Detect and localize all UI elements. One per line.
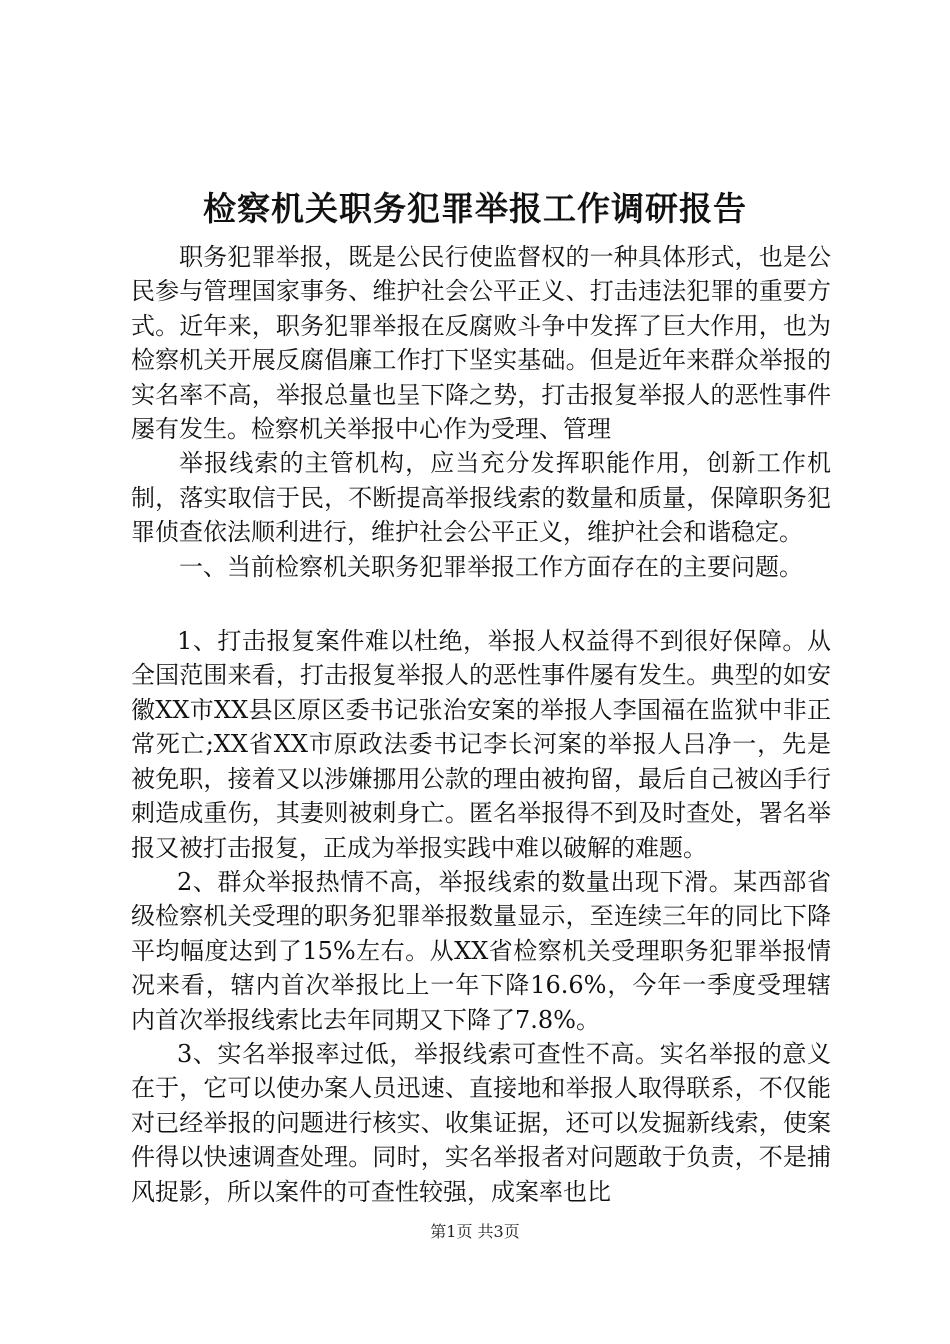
section-heading-1: 一、当前检察机关职务犯罪举报工作方面存在的主要问题。 — [179, 552, 803, 581]
paragraph-item-1: 1、打击报复案件难以杜绝，举报人权益得不到很好保障。从全国范围来看，打击报复举报人的恶性事件屡有发生。典型的如安徽XX市XX县区原区委书记张治安案的举报人李国福在监狱中非正常死亡;XX省XX市原政法委书记李长河案的举报人吕净一，先是被免职，接着又以涉嫌挪用公款的理由被拘留，最后自己被凶手行刺造成重伤，其妻则被刺身亡。匿名举报得不到及时查处，署名举报又被打击报复，正成为举报实践中难以破解的难题。 — [131, 627, 831, 862]
paragraph-intro: 职务犯罪举报，既是公民行使监督权的一种具体形式，也是公民参与管理国家事务、维护社会公平正义、打击违法犯罪的重要方式。近年来，职务犯罪举报在反腐败斗争中发挥了巨大作用，也为检察机关开展反腐倡廉工作打下坚实基础。但是近年来群众举报的实名率不高，举报总量也呈下降之势，打击报复举报人的恶性事件屡有发生。检察机关举报中心作为受理、管理 — [131, 243, 831, 444]
paragraph-intro-continued: 举报线索的主管机构，应当充分发挥职能作用，创新工作机制，落实取信于民，不断提高举报线索的数量和质量，保障职务犯罪侦查依法顺利进行，维护社会公平正义，维护社会和谐稳定。 — [131, 449, 831, 547]
paragraph-spacer — [131, 584, 831, 624]
document-title: 检察机关职务犯罪举报工作调研报告 — [203, 189, 747, 228]
paragraph-item-3: 3、实名举报率过低，举报线索可查性不高。实名举报的意义在于，它可以使办案人员迅速、直接地和举报人取得联系，不仅能对已经举报的问题进行核实、收集证据，还可以发掘新线索，使案件得以快速调查处理。同时，实名举报者对问题敢于负责，不是捕风捉影，所以案件的可查性较强，成案率也比 — [131, 1039, 831, 1206]
document-body — [131, 240, 831, 1209]
paragraph-item-2: 2、群众举报热情不高，举报线索的数量出现下滑。某西部省级检察机关受理的职务犯罪举报数量显示，至连续三年的同比下降平均幅度达到了15%左右。从XX省检察机关受理职务犯罪举报情况来看，辖内首次举报比上一年下降16.6%，今年一季度受理辖内首次举报线索比去年同期又下降了7.8%。 — [131, 867, 831, 1034]
page-footer: 第1页 共3页 — [430, 1222, 520, 1241]
